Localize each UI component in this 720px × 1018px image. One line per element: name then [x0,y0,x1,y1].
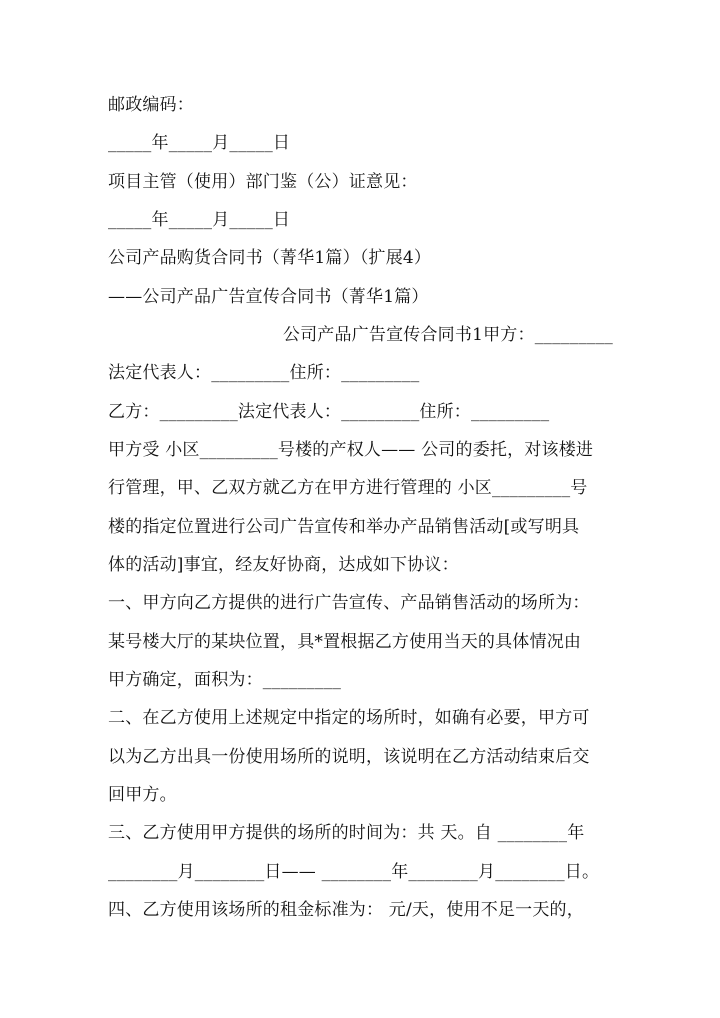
document-title: 公司产品购货合同书（菁华1篇）（扩展4） [108,248,432,268]
paragraph-line: 体的活动]事宜，经友好协商，达成如下协议： [108,555,459,575]
postal-code-label: 邮政编码： [108,95,194,115]
legal-representative-line: 法定代表人：_________住所：_________ [108,363,420,383]
clause-2-line: 以为乙方出具一份使用场所的说明，该说明在乙方活动结束后交 [108,747,590,767]
clause-1-line: 一、甲方向乙方提供的进行广告宣传、产品销售活动的场所为： [108,593,590,613]
paragraph-line: 行管理，甲、乙双方就乙方在甲方进行管理的 小区_________号 [108,478,588,498]
clause-3-line: 三、乙方使用甲方提供的场所的时间为：共 天。自 ________年 [108,823,585,843]
contract-title-line: 公司产品广告宣传合同书1甲方：_________ [282,325,613,345]
clause-1-line: 甲方确定，面积为：_________ [108,670,342,690]
date-line: _____年_____月_____日 [108,133,291,153]
paragraph-line: 甲方受 小区_________号楼的产权人—— 公司的委托，对该楼进 [108,440,594,460]
date-line: _____年_____月_____日 [108,210,291,230]
clause-3-line: ________月________日—— ________年________月________日。 [108,862,600,882]
document-subtitle: ——公司产品广告宣传合同书（菁华1篇） [108,287,429,307]
clause-4-line: 四、乙方使用该场所的租金标准为： 元/天，使用不足一天的， [108,900,584,920]
clause-2-line: 二、在乙方使用上述规定中指定的场所时，如确有必要，甲方可 [108,708,590,728]
department-opinion-label: 项目主管（使用）部门鉴（公）证意见： [108,172,418,192]
paragraph-line: 楼的指定位置进行公司广告宣传和举办产品销售活动[或写明具 [108,517,580,537]
party-b-line: 乙方：_________法定代表人：_________住所：_________ [108,402,550,422]
clause-1-line: 某号楼大厅的某块位置，具*置根据乙方使用当天的具体情况由 [108,632,582,652]
clause-2-line: 回甲方。 [108,785,177,805]
